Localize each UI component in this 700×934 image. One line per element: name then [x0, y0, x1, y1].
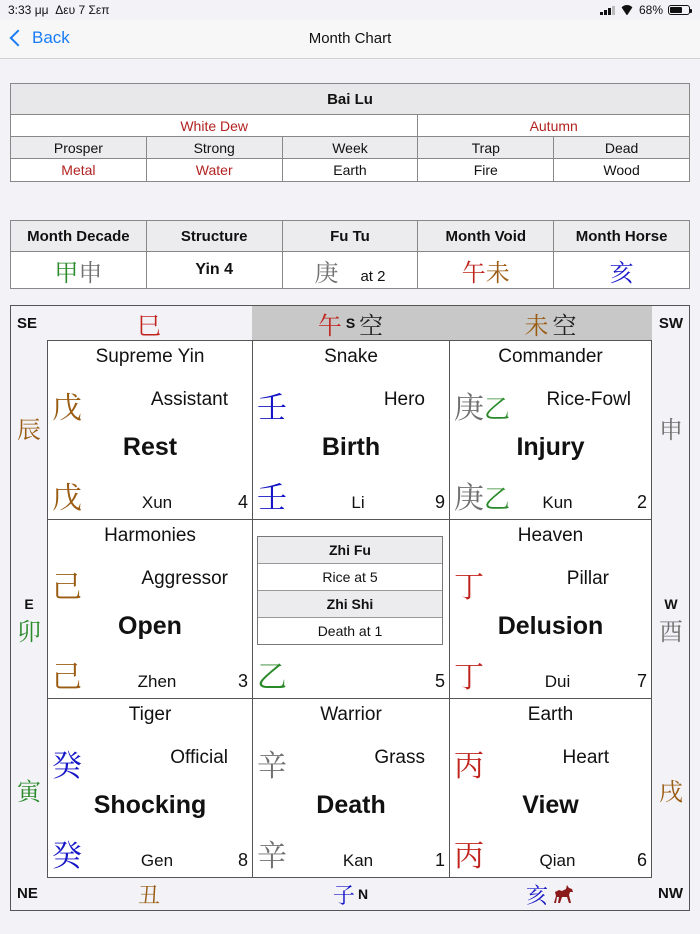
- top-right-branch: 未: [524, 311, 549, 340]
- earth-stem: 乙: [257, 660, 287, 695]
- status-date: Δευ 7 Σεπ: [55, 3, 110, 17]
- dir-south: S: [345, 315, 356, 331]
- palace-star: Rice-Fowl: [546, 389, 631, 410]
- state-element: Metal: [11, 159, 147, 182]
- earth-stem: 丙: [454, 839, 484, 874]
- month-horse-value: 亥: [554, 252, 690, 289]
- zhi-fu-label: Zhi Fu: [258, 537, 442, 564]
- palace-door: Injury: [516, 433, 585, 461]
- palace-door: View: [522, 791, 579, 819]
- zhi-shi-value: Death at 1: [317, 623, 383, 639]
- earth-stem: 己: [52, 660, 82, 695]
- heaven-stem: 己: [52, 570, 82, 605]
- corner-se: SE: [17, 315, 38, 332]
- dir-north: N: [357, 886, 369, 902]
- bottom-branch-left: 丑: [137, 883, 160, 909]
- month-info-header: Structure: [146, 221, 282, 252]
- battery-percent: 68%: [638, 3, 663, 17]
- heaven-stem: 丁: [454, 570, 484, 605]
- heaven-stem: 辛: [257, 749, 287, 784]
- state-header: Dead: [554, 137, 690, 159]
- palace-gen[interactable]: [47, 698, 253, 878]
- status-bar: [0, 0, 700, 20]
- state-element: Fire: [418, 159, 554, 182]
- palace-center[interactable]: [252, 519, 450, 699]
- corner-nw: NW: [658, 885, 683, 902]
- earth-stem: 辛: [257, 839, 287, 874]
- corner-sw: SW: [658, 315, 683, 332]
- palace-star: Heart: [562, 747, 609, 768]
- heaven-stem: 丙: [454, 749, 484, 784]
- palace-dui[interactable]: [449, 519, 652, 699]
- earth-stem: 癸: [52, 839, 82, 874]
- palace-number: 5: [434, 671, 445, 691]
- top-branch-mid: [252, 306, 449, 340]
- page-title: Month Chart: [308, 30, 392, 47]
- solar-term-season: Autumn: [418, 115, 690, 137]
- futu-value: [282, 252, 418, 289]
- heaven-stem: 戊: [52, 391, 82, 426]
- bottom-right-branch: 亥: [525, 883, 548, 909]
- month-info-header: Month Decade: [11, 221, 147, 252]
- status-time-date: [8, 3, 110, 17]
- palace-star: Assistant: [150, 389, 228, 410]
- heaven-stem: [454, 383, 510, 427]
- palace-number: 8: [237, 850, 248, 870]
- palace-trigram: Li: [351, 493, 365, 512]
- state-header: Week: [282, 137, 418, 159]
- month-info-header: Month Void: [418, 221, 554, 252]
- palace-door: Open: [118, 612, 182, 640]
- bottom-branch-mid: [252, 878, 449, 910]
- signal-icon: [600, 5, 615, 15]
- void-mark: 空: [552, 311, 577, 340]
- corner-ne: NE: [17, 885, 38, 902]
- horse-icon: [551, 883, 575, 905]
- dir-west: W: [664, 596, 678, 612]
- palace-trigram: Kan: [342, 851, 374, 870]
- heaven-stem: 壬: [257, 391, 287, 426]
- palace-kan[interactable]: [252, 698, 450, 878]
- nine-palace-chart: [10, 305, 690, 911]
- futu-char: 庚: [314, 258, 339, 287]
- heaven-stem-2: 乙: [484, 395, 511, 425]
- palace-number: 9: [434, 492, 445, 512]
- palace-star: Hero: [383, 389, 425, 410]
- dir-east: E: [24, 596, 34, 612]
- status-time: 3:33 μμ: [8, 3, 49, 17]
- month-info-header: Month Horse: [554, 221, 690, 252]
- palace-number: 6: [636, 850, 647, 870]
- palace-god: Tiger: [128, 704, 172, 725]
- wifi-icon: [620, 5, 634, 15]
- palace-zhen[interactable]: [47, 519, 253, 699]
- earth-stem-2: 乙: [484, 485, 511, 515]
- void-mark: 空: [359, 311, 384, 340]
- zhi-shi-label: Zhi Shi: [258, 591, 442, 618]
- earth-stem: 壬: [257, 481, 287, 516]
- palace-xun[interactable]: [47, 340, 253, 520]
- state-header: Trap: [418, 137, 554, 159]
- right-mid-branch: 酉: [659, 618, 683, 646]
- palace-trigram: Dui: [544, 672, 571, 691]
- heaven-stem: 癸: [52, 749, 82, 784]
- palace-trigram: Gen: [140, 851, 174, 870]
- right-branch-bottom: 戌: [659, 778, 683, 806]
- solar-term-name: Bai Lu: [11, 84, 690, 115]
- futu-at: at 2: [360, 267, 386, 285]
- palace-number: 2: [636, 492, 647, 512]
- palace-trigram: Zhen: [137, 672, 177, 691]
- bottom-branch-right: [449, 878, 652, 910]
- palace-door: Birth: [321, 433, 381, 461]
- palace-god: Earth: [527, 704, 574, 725]
- right-branch-top: 申: [659, 416, 683, 444]
- palace-number: 4: [237, 492, 248, 512]
- palace-kun[interactable]: [449, 340, 652, 520]
- palace-trigram: Kun: [542, 493, 573, 512]
- top-branch-left: 巳: [137, 311, 161, 340]
- month-info-header: Fu Tu: [282, 221, 418, 252]
- earth-stem: 戊: [52, 481, 82, 516]
- solar-term-table: [10, 83, 690, 182]
- back-label: Back: [32, 28, 70, 47]
- palace-number: 1: [434, 850, 445, 870]
- zhi-fu-box: [257, 536, 443, 645]
- left-branch-top: 辰: [17, 416, 41, 444]
- month-info-table: [10, 220, 690, 289]
- earth-stem: 丁: [454, 660, 484, 695]
- palace-star: Official: [170, 747, 228, 768]
- palace-trigram: Qian: [539, 851, 576, 870]
- month-void-value: [418, 252, 554, 289]
- top-mid-branch: 午: [317, 311, 342, 340]
- void-branch-1: 午: [461, 258, 486, 287]
- void-branch-2: 未: [485, 258, 510, 287]
- decade-branch: 申: [78, 258, 103, 287]
- palace-trigram: Xun: [141, 493, 173, 512]
- palace-qian[interactable]: [449, 698, 652, 878]
- palace-god: Snake: [324, 346, 378, 367]
- palace-door: Shocking: [93, 791, 207, 819]
- palace-star: Grass: [374, 747, 425, 768]
- palace-god: Heaven: [517, 525, 584, 546]
- palace-god: Warrior: [320, 704, 382, 725]
- solar-term-english: White Dew: [11, 115, 418, 137]
- state-header: Strong: [146, 137, 282, 159]
- right-branch-mid: [653, 596, 689, 647]
- palace-door: Delusion: [497, 612, 604, 640]
- zhi-fu-value: Rice at 5: [258, 564, 442, 591]
- palace-god: Commander: [498, 346, 603, 367]
- decade-stem: 甲: [54, 258, 79, 287]
- bottom-mid-branch: 子: [332, 883, 355, 909]
- state-element: Water: [146, 159, 282, 182]
- battery-icon: [668, 5, 690, 15]
- month-decade-value: [11, 252, 147, 289]
- heaven-stem-1: 庚: [454, 391, 484, 426]
- state-element: Wood: [554, 159, 690, 182]
- palace-number: 7: [636, 671, 647, 691]
- palace-door: Death: [316, 791, 386, 819]
- earth-stem-1: 庚: [454, 481, 484, 516]
- structure-value: Yin 4: [146, 252, 282, 289]
- palace-door: Rest: [122, 433, 178, 461]
- state-header: Prosper: [11, 137, 147, 159]
- state-element: Earth: [282, 159, 418, 182]
- palace-star: Aggressor: [141, 568, 228, 589]
- palace-number: 3: [237, 671, 248, 691]
- top-branch-right: [449, 306, 652, 340]
- left-branch-mid: [11, 596, 47, 647]
- palace-star: Pillar: [566, 568, 609, 589]
- status-right: [600, 3, 690, 17]
- palace-li[interactable]: [252, 340, 450, 520]
- nav-bar: [0, 20, 700, 59]
- left-mid-branch: 卯: [17, 618, 41, 646]
- palace-god: Harmonies: [104, 525, 196, 546]
- palace-god: Supreme Yin: [95, 346, 205, 367]
- left-branch-bottom: 寅: [17, 778, 41, 806]
